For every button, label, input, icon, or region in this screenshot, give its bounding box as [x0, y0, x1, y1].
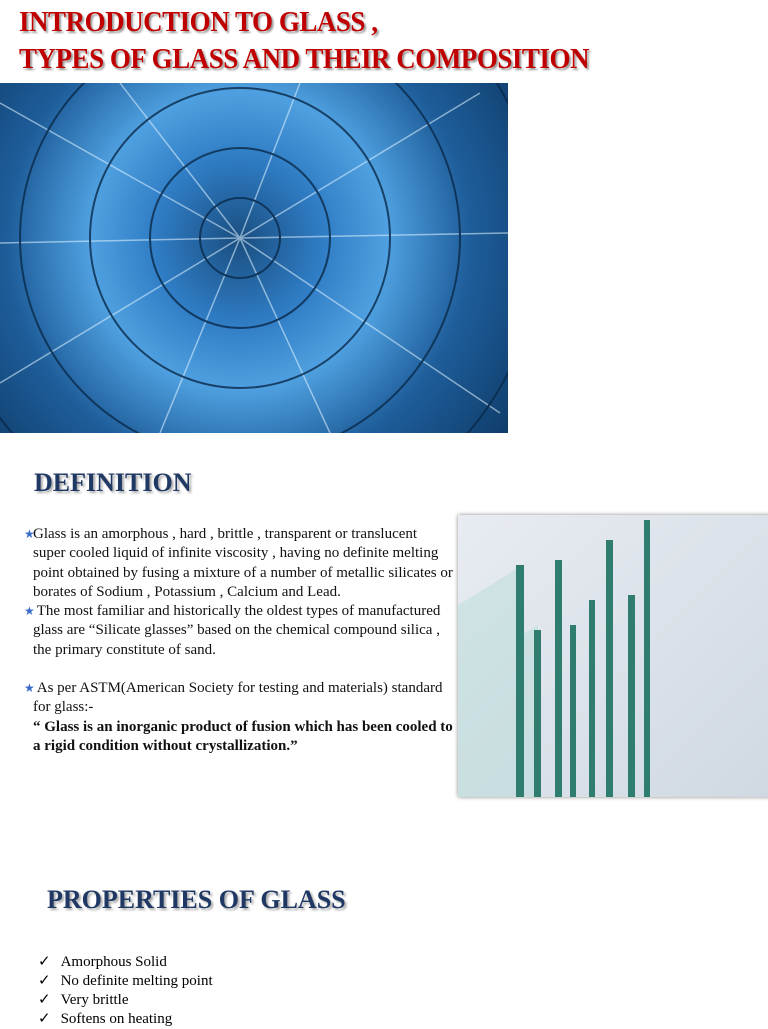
glass-panes-image [458, 515, 768, 797]
checkmark-icon: ✓ [38, 992, 51, 1008]
checkmark-icon: ✓ [38, 973, 51, 989]
definition-bullet [24, 602, 453, 660]
properties-heading: PROPERTIES OF GLASS [47, 885, 346, 914]
title-line-2: TYPES OF GLASS AND THEIR COMPOSITION [19, 43, 589, 75]
item-text: Softens on heating [60, 1011, 173, 1027]
definition-heading: DEFINITION [34, 468, 192, 497]
astm-quote: “ Glass is an inorganic product of fusion which has been cooled to a rigid condition without crystallization.” [33, 718, 453, 754]
bullet-text: As per ASTM(American Society for testing and materials) standard for glass:- [33, 680, 443, 716]
item-text: No definite melting point [60, 973, 213, 989]
page-title [19, 4, 589, 78]
star-bullet-icon: ★ [24, 681, 35, 696]
list-item [38, 1010, 213, 1029]
checkmark-icon: ✓ [38, 954, 51, 970]
properties-list [38, 953, 213, 1029]
definition-bullet [24, 679, 453, 718]
shattered-glass-image [0, 83, 508, 433]
title-line-1: INTRODUCTION TO GLASS , [19, 6, 378, 38]
star-bullet-icon: ★ [24, 604, 35, 619]
definition-text [24, 525, 453, 756]
item-text: Amorphous Solid [60, 954, 167, 970]
bullet-text: The most familiar and historically the oldest types of manufactured glass are “Silicate glasses” based on the chemical compound silica , the primary constitute of sand. [33, 603, 441, 658]
definition-bullet [24, 525, 453, 602]
item-text: Very brittle [60, 992, 129, 1008]
bullet-text: Glass is an amorphous , hard , brittle , transparent or translucent super cooled liquid of infinite viscosity , having no definite melting point obtained by fusing a mixture of a number of metallic silicates or borates of Sodium , Potassium , Calcium and Lead. [33, 526, 453, 600]
list-item [38, 953, 213, 972]
list-item [38, 972, 213, 991]
checkmark-icon: ✓ [38, 1011, 51, 1027]
star-bullet-icon: ★ [24, 527, 35, 541]
list-item [38, 991, 213, 1010]
